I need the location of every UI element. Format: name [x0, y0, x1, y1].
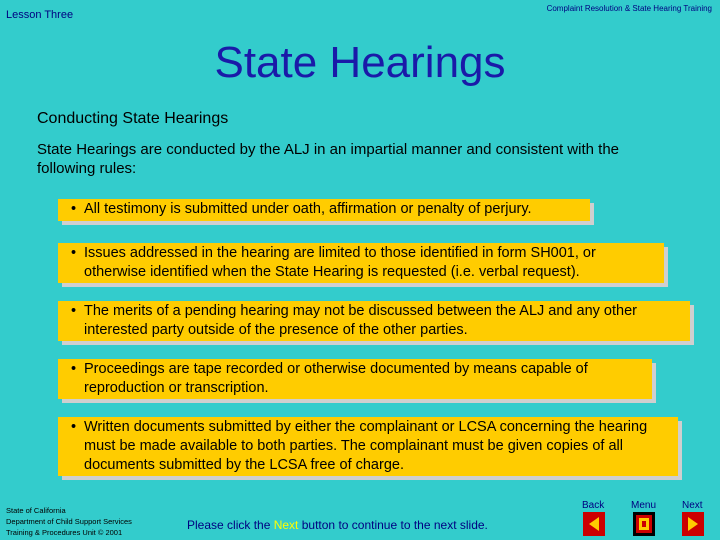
- rule-box-4: [58, 359, 652, 399]
- rule-box-2: [58, 243, 664, 283]
- rule-text: Proceedings are tape recorded or otherwise documented by means capable of reproduction or transcription.: [84, 361, 588, 396]
- menu-label: Menu: [631, 500, 657, 511]
- menu-button[interactable]: [633, 512, 655, 536]
- bullet: •: [71, 361, 77, 377]
- bullet: •: [71, 245, 77, 261]
- rule-text: Written documents submitted by either the complainant or LCSA concerning the hearing must be made available to both parties. The complainant must be given copies of all documents submitted by the LCSA free of charge.: [84, 419, 648, 473]
- intro-text: State Hearings are conducted by the ALJ in an impartial manner and consistent with the following rules:: [37, 141, 620, 177]
- rule-box-5: [58, 417, 678, 476]
- instruction-pre: Please click the: [187, 518, 274, 532]
- next-instruction: [187, 518, 488, 532]
- slide-title: State Hearings: [214, 38, 506, 87]
- rule-text: The merits of a pending hearing may not be discussed between the ALJ and any other interested party outside of the presence of the other parties.: [84, 303, 637, 338]
- rule-box-3: [58, 301, 690, 341]
- bullet: •: [71, 419, 77, 435]
- section-subtitle: Conducting State Hearings: [37, 110, 229, 127]
- org-line-3: Training & Procedures Unit © 2001: [6, 528, 123, 537]
- footer-org: [6, 505, 132, 538]
- next-label: Next: [682, 500, 703, 511]
- bullet: •: [71, 201, 77, 217]
- instruction-post: button to continue to the next slide.: [298, 518, 488, 532]
- back-button[interactable]: [583, 512, 605, 536]
- org-line-1: State of California: [6, 506, 66, 515]
- next-button[interactable]: [682, 512, 704, 536]
- rule-text: All testimony is submitted under oath, affirmation or penalty of perjury.: [84, 201, 532, 217]
- back-label: Back: [582, 500, 605, 511]
- rule-box-1: [58, 199, 590, 221]
- bullet: •: [71, 303, 77, 319]
- org-line-2: Department of Child Support Services: [6, 517, 132, 526]
- rule-text: Issues addressed in the hearing are limited to those identified in form SH001, or otherwise identified when the State Hearing is requested (i.e. verbal request).: [84, 245, 596, 280]
- course-title: Complaint Resolution & State Hearing Training: [546, 4, 712, 13]
- instruction-highlight: Next: [273, 518, 299, 532]
- lesson-label: Lesson Three: [6, 9, 74, 21]
